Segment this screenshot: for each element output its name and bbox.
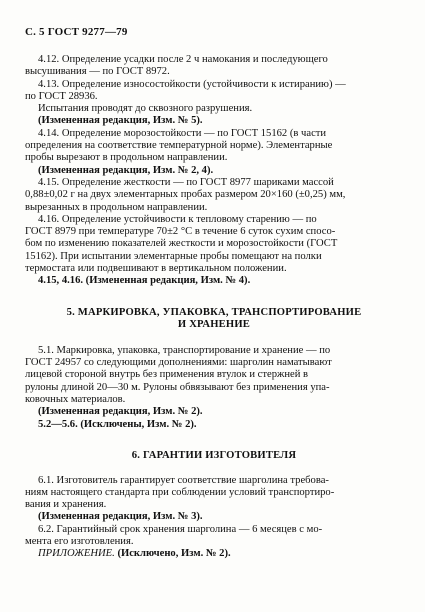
clause-4-16-line-5: термостата или подвешивают в вертикальном положении. [25,263,287,275]
clause-4-15-line-2: 0,88±0,02 г на двух элементарных пробах размером 20×160 (±0,25) мм, [25,189,346,201]
document-body [25,54,403,561]
clause-6-1-line-3: вания и хранения. [25,499,107,511]
clause-5-1-line-4: рулоны длиной 20—30 м. Рулоны обвязывают без применения упа- [25,381,330,393]
clause-5-1-line-1: 5.1. Маркировка, упаковка, транспортирование и хранение — по [38,344,331,356]
clause-4-14-line-3: пробы вырезают в продольном направлении. [25,152,228,164]
amendment-note-1: (Измененная редакция, Изм. № 5). [38,115,203,127]
clause-5-1-line-5: ковочных материалов. [25,394,126,406]
clause-4-16-line-1: 4.16. Определение устойчивости к тепловому старению — по [38,213,317,225]
clause-6-2-line-1: 6.2. Гарантийный срок хранения шарголина — 6 месяцев с мо- [38,523,323,535]
page-header: С. 5 ГОСТ 9277—79 [25,26,128,38]
clause-4-12-line-2: высушивания — по ГОСТ 8972. [25,66,170,78]
clause-4-16-line-4: 15162). При испытании элементарные пробы помещают на полки [25,250,322,262]
clause-4-15-line-3: вырезанных в продольном направлении. [25,201,208,213]
appendix-status: (Исключено, Изм. № 2). [114,548,231,560]
clause-4-16-line-3: бом по изменению показателей жесткости и морозостойкости (ГОСТ [25,238,338,250]
amendment-note-5: 5.2—5.6. (Исключены, Изм. № 2). [38,418,197,430]
clause-4-14-line-2: определения на соответствие температурной норме). Элементарные [25,140,333,152]
clause-5-1-line-3: лицевой стороной внутрь без применения втулок и стержней в [25,369,309,381]
appendix-label: ПРИЛОЖЕНИЕ. [38,548,115,560]
section-6-heading [25,450,403,463]
amendment-note-6: (Измененная редакция, Изм. № 3). [38,511,203,523]
clause-4-13-line-3: Испытания проводят до сквозного разрушения. [38,103,253,115]
appendix-note [25,548,403,560]
clause-5-1-line-2: ГОСТ 24957 со следующими дополнениями: шарголин наматывают [25,357,332,369]
clause-6-2-line-2: мента его изготовления. [25,535,134,547]
amendment-note-3: 4.15, 4.16. (Измененная редакция, Изм. № 4). [38,275,251,287]
section-5-heading-line-2: И ХРАНЕНИЕ [177,319,251,331]
section-5-heading [25,307,403,332]
clause-4-12-line-1: 4.12. Определение усадки после 2 ч намокания и последующего [38,54,328,65]
section-5-heading-line-1: 5. МАРКИРОВКА, УПАКОВКА, ТРАНСПОРТИРОВАНИЕ [66,306,362,318]
clause-4-14-line-1: 4.14. Определение морозостойкости — по ГОСТ 15162 (в части [38,127,327,139]
amendment-note-4: (Измененная редакция, Изм. № 2). [38,406,203,418]
section-6-heading-line: 6. ГАРАНТИИ ИЗГОТОВИТЕЛЯ [131,449,297,461]
clause-4-16-line-2: ГОСТ 8979 при температуре 70±2 °С в течение 6 суток сухим спосо- [25,226,336,238]
clause-6-1-line-1: 6.1. Изготовитель гарантирует соответствие шарголина требова- [38,474,329,486]
clause-4-13-line-2: по ГОСТ 28936. [25,90,98,102]
clause-4-15-line-1: 4.15. Определение жесткости — по ГОСТ 8977 шариками массой [38,176,334,188]
clause-4-13-line-1: 4.13. Определение износостойкости (устойчивости к истиранию) — [38,78,346,90]
clause-6-1-line-2: ниям настоящего стандарта при соблюдении условий транспортиро- [25,486,335,498]
amendment-note-2: (Измененная редакция, Изм. № 2, 4). [38,164,214,176]
